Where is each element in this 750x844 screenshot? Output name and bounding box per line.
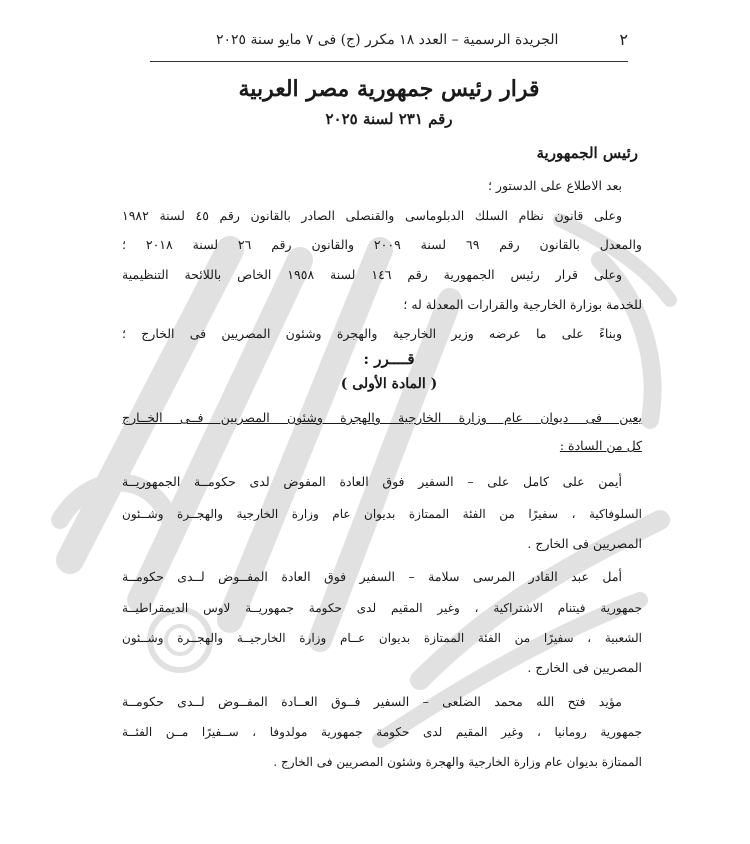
appointee-line: الشعبية ، سفيرًا من الفئة الممتازة بديوان عــام وزارة الخارجيــة والهجــرة وشــئون [122,631,642,645]
appointee-line: السلوفاكية ، سفيرًا من الفئة الممتازة بديوان عام وزارة الخارجية والهجــرة وشــئون [122,507,642,521]
header-divider [150,61,628,62]
appointee-line: جمهورية رومانيا ، وغير المقيم لدى حكومة جمهورية مولدوفا ، ســفيرًا مــن الفئــة [122,725,642,739]
article-heading: ( المادة الأولى ) [340,376,438,392]
appointee-line: الممتازة بديوان عام وزارة الخارجية والهجرة وشئون المصريين فى الخارج . [273,755,642,769]
article-intro-line: يعين فى ديوان عام وزارة الخارجية والهجرة وشئون المصريين فــى الخــارج [122,410,642,425]
page-number: ٢ [619,30,628,49]
preamble-line: بعد الاطلاع على الدستور ؛ [487,178,622,193]
preamble-line: وعلى قانون نظام السلك الدبلوماسى والقنصلى الصادر بالقانون رقم ٤٥ لسنة ١٩٨٢ [122,208,622,223]
appointee-line: المصريين فى الخارج . [527,536,642,551]
decided-heading: قــــرر : [363,350,415,368]
preamble-line: وبناءً على ما عرضه وزير الخارجية والهجرة وشئون المصريين فى الخارج ؛ [122,326,622,341]
decree-number: رقم ٢٣١ لسنة ٢٠٢٥ [325,110,453,128]
gazette-issue-line: الجريدة الرسمية – العدد ١٨ مكرر (ج) فى ٧ مايو سنة ٢٠٢٥ [216,32,559,48]
appointee-line: أمل عبد القادر المرسى سلامة – السفير فوق العادة المفــوض لــدى حكومــة [122,569,622,584]
article-intro-line: كل من السادة : [559,438,642,453]
decree-issuer: رئيس الجمهورية [536,144,638,162]
page-header [150,26,628,56]
preamble-line: وعلى قرار رئيس الجمهورية رقم ١٤٦ لسنة ١٩٥٨ الخاص باللائحة التنظيمية [122,267,622,282]
appointee-line: المصريين فى الخارج . [527,660,642,675]
appointee-line: جمهورية فيتنام الاشتراكية ، وغير المقيم لدى حكومة جمهوريــة لاوس الديمقراطيــة [122,601,642,615]
preamble-line: والمعدل بالقانون رقم ٦٩ لسنة ٢٠٠٩ والقانون رقم ٢٦ لسنة ٢٠١٨ ؛ [122,237,642,252]
appointee-line: أيمن على كامل على – السفير فوق العادة المفوض لدى حكومــة الجمهوريــة [122,474,622,489]
appointee-line: مؤيد فتح الله محمد الضلعى – السفير فــوق العــادة المفــوض لــدى حكومــة [122,694,622,709]
decree-title: قرار رئيس جمهورية مصر العربية [238,76,540,102]
preamble-line: للخدمة بوزارة الخارجية والقرارات المعدلة له ؛ [403,297,642,312]
